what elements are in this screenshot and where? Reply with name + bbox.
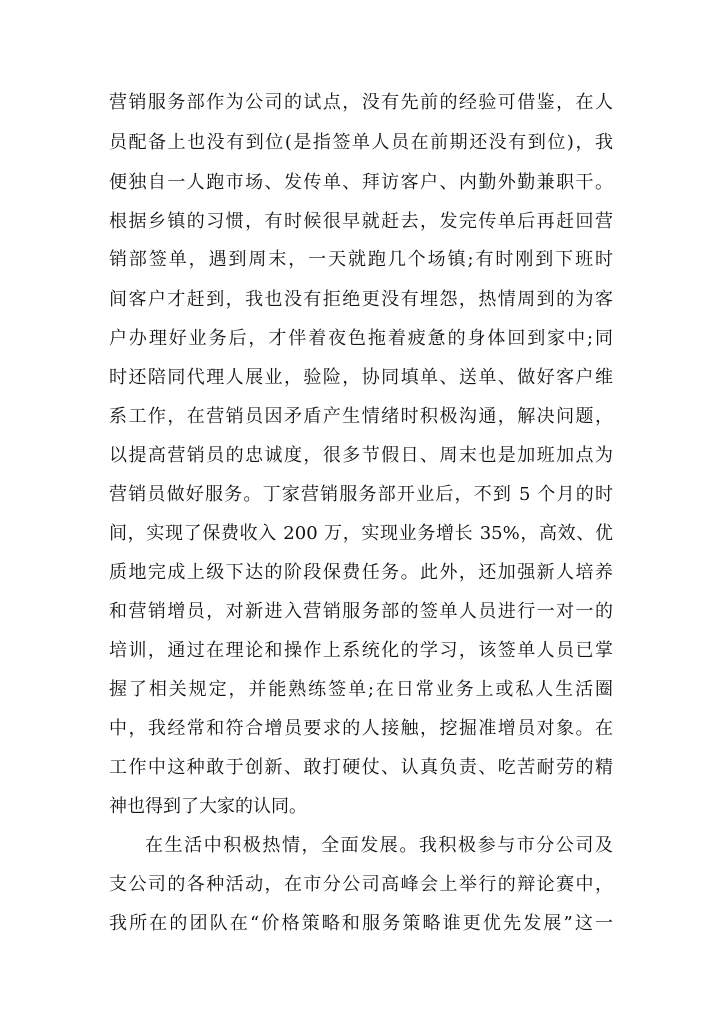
paragraph-2-line-3: 我所在的团队在“价格策略和服务策略谁更优先发展”这一 [109, 913, 613, 934]
paragraph-1-line-16: 握了相关规定，并能熟练签单;在日常业务上或私人生活圈 [109, 679, 613, 700]
paragraph-1-line-17: 中，我经常和符合增员要求的人接触，挖掘准增员对象。在 [109, 718, 613, 739]
paragraph-1-line-15: 培训，通过在理论和操作上系统化的学习，该签单人员已掌 [109, 640, 613, 661]
paragraph-1-line-10: 以提高营销员的忠诚度，很多节假日、周末也是加班加点为 [109, 445, 613, 466]
paragraph-1-line-11: 营销员做好服务。丁家营销服务部开业后，不到 5 个月的时 [109, 484, 613, 505]
paragraph-1-line-9: 系工作，在营销员因矛盾产生情绪时积极沟通，解决问题， [109, 406, 613, 427]
paragraph-1-line-2: 员配备上也没有到位(是指签单人员在前期还没有到位)，我 [109, 132, 613, 153]
paragraph-1-line-12: 间，实现了保费收入 200 万，实现业务增长 35%，高效、优 [109, 523, 613, 544]
paragraph-1-line-6: 间客户才赶到，我也没有拒绝更没有埋怨，热情周到的为客 [109, 289, 613, 310]
paragraph-1-line-1: 营销服务部作为公司的试点，没有先前的经验可借鉴，在人 [109, 92, 613, 113]
paragraph-1-line-13: 质地完成上级下达的阶段保费任务。此外，还加强新人培养 [109, 562, 613, 583]
paragraph-2-line-2: 支公司的各种活动，在市分公司高峰会上举行的辩论赛中， [109, 874, 613, 895]
paragraph-1-line-5: 销部签单，遇到周末，一天就跑几个场镇;有时刚到下班时 [109, 249, 613, 270]
paragraph-1-line-8: 时还陪同代理人展业，验险，协同填单、送单、做好客户维 [109, 367, 613, 388]
paragraph-1-line-18: 工作中这种敢于创新、敢打硬仗、认真负责、吃苦耐劳的精 [109, 757, 613, 778]
paragraph-1-line-19: 神也得到了大家的认同。 [109, 796, 307, 817]
paragraph-1-line-4: 根据乡镇的习惯，有时候很早就赶去，发完传单后再赶回营 [109, 211, 613, 232]
paragraph-1-line-14: 和营销增员，对新进入营销服务部的签单人员进行一对一的 [109, 601, 613, 622]
paragraph-2-line-1: 在生活中积极热情，全面发展。我积极参与市分公司及 [145, 835, 613, 856]
paragraph-1-line-7: 户办理好业务后，才伴着夜色拖着疲惫的身体回到家中;同 [109, 328, 613, 349]
paragraph-1-line-3: 便独自一人跑市场、发传单、拜访客户、内勤外勤兼职干。 [109, 172, 613, 193]
